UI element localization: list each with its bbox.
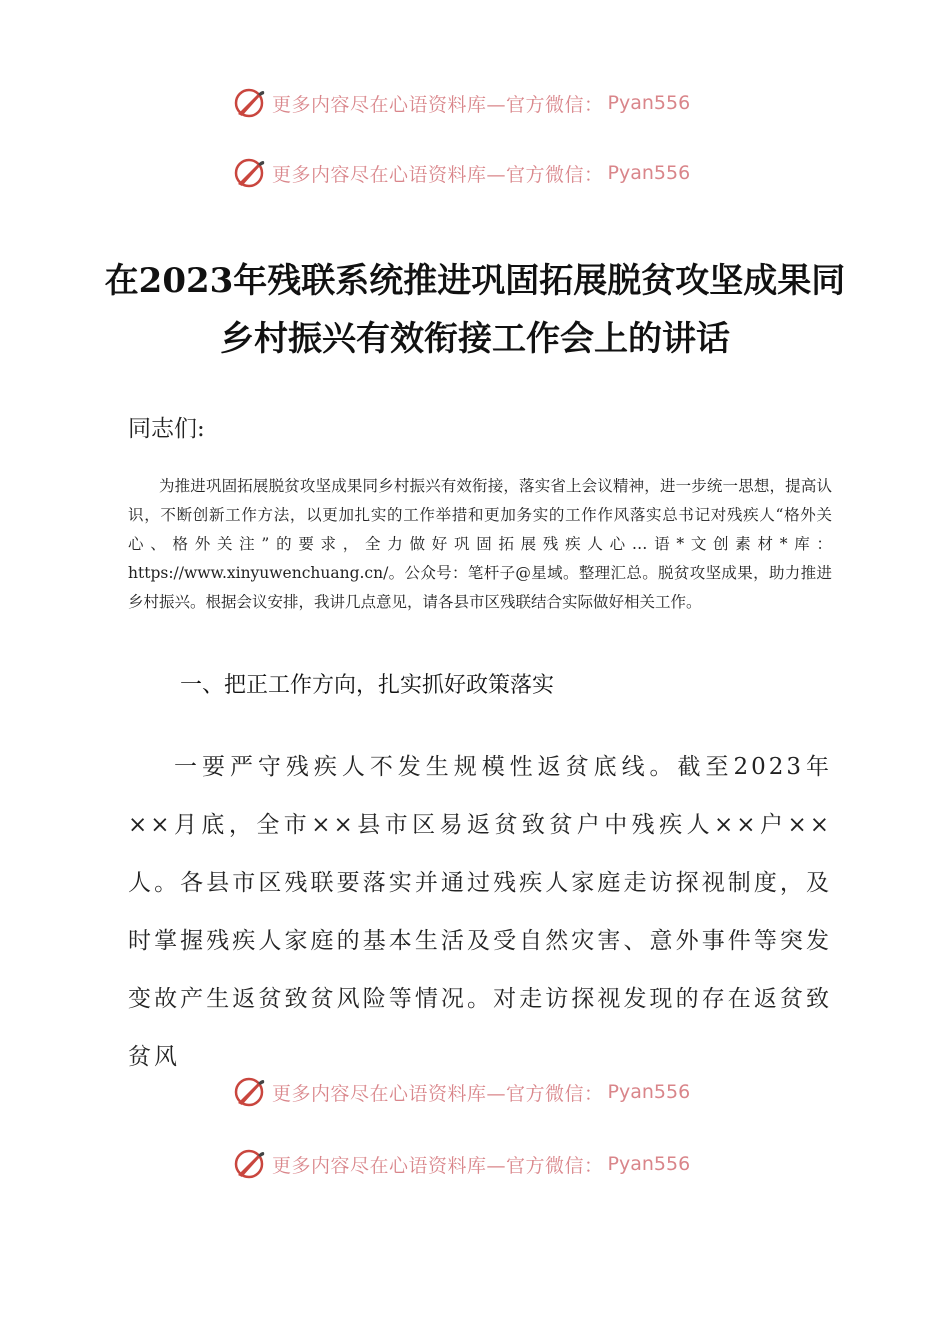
- banner-text: 更多内容尽在心语资料库—官方微信：: [272, 1082, 604, 1105]
- watermark-banner-top-1: [232, 85, 690, 121]
- quill-pen-logo-icon: [232, 1147, 266, 1181]
- section-1-paragraph: 一要严守残疾人不发生规模性返贫底线。截至2023年××月底，全市××县市区易返贫致贫户中残疾人××户××人。各县市区残联要落实并通过残疾人家庭走访探视制度，及时掌握残疾人家庭的基本生活及受自然灾害、意外事件等突发变故产生返贫致贫风险等情况。对走访探视发现的存在返贫致贫风: [128, 754, 832, 1070]
- quill-pen-logo-icon: [232, 1075, 266, 1109]
- intro-paragraph: 为推进巩固拓展脱贫攻坚成果同乡村振兴有效衔接，落实省上会议精神，进一步统一思想，提高认识，不断创新工作方法，以更加扎实的工作举措和更加务实的工作作风落实总书记对残疾人“格外关心、格外关注”的要求，全力做好巩固拓展残疾人心…语*文创素材*库：https://www.xinyuwenchuang.cn/。公众号：笔杆子@星域。整理汇总。脱贫攻坚成果，助力推进乡村振兴。根据会议安排，我讲几点意见，请各县市区残联结合实际做好相关工作。: [128, 477, 832, 611]
- quill-pen-logo-icon: [232, 86, 266, 120]
- banner-wechat-id: Pyan556: [607, 1153, 691, 1175]
- quill-pen-logo-icon: [232, 156, 266, 190]
- banner-text: 更多内容尽在心语资料库—官方微信：: [272, 163, 604, 186]
- watermark-banner-bottom-1: [232, 1074, 690, 1110]
- banner-wechat-id: Pyan556: [607, 92, 691, 114]
- watermark-banner-top-2: [232, 155, 690, 191]
- greeting: 同志们:: [128, 416, 205, 442]
- banner-wechat-id: Pyan556: [607, 162, 691, 184]
- banner-text: 更多内容尽在心语资料库—官方微信：: [272, 1154, 604, 1177]
- section-heading-1: 一、把正工作方向，扎实抓好政策落实: [180, 673, 555, 698]
- banner-text: 更多内容尽在心语资料库—官方微信：: [272, 93, 604, 116]
- banner-wechat-id: Pyan556: [607, 1081, 691, 1103]
- watermark-banner-bottom-2: [232, 1146, 690, 1182]
- document-title: 在2023年残联系统推进巩固拓展脱贫攻坚成果同乡村振兴有效衔接工作会上的讲话: [104, 261, 846, 359]
